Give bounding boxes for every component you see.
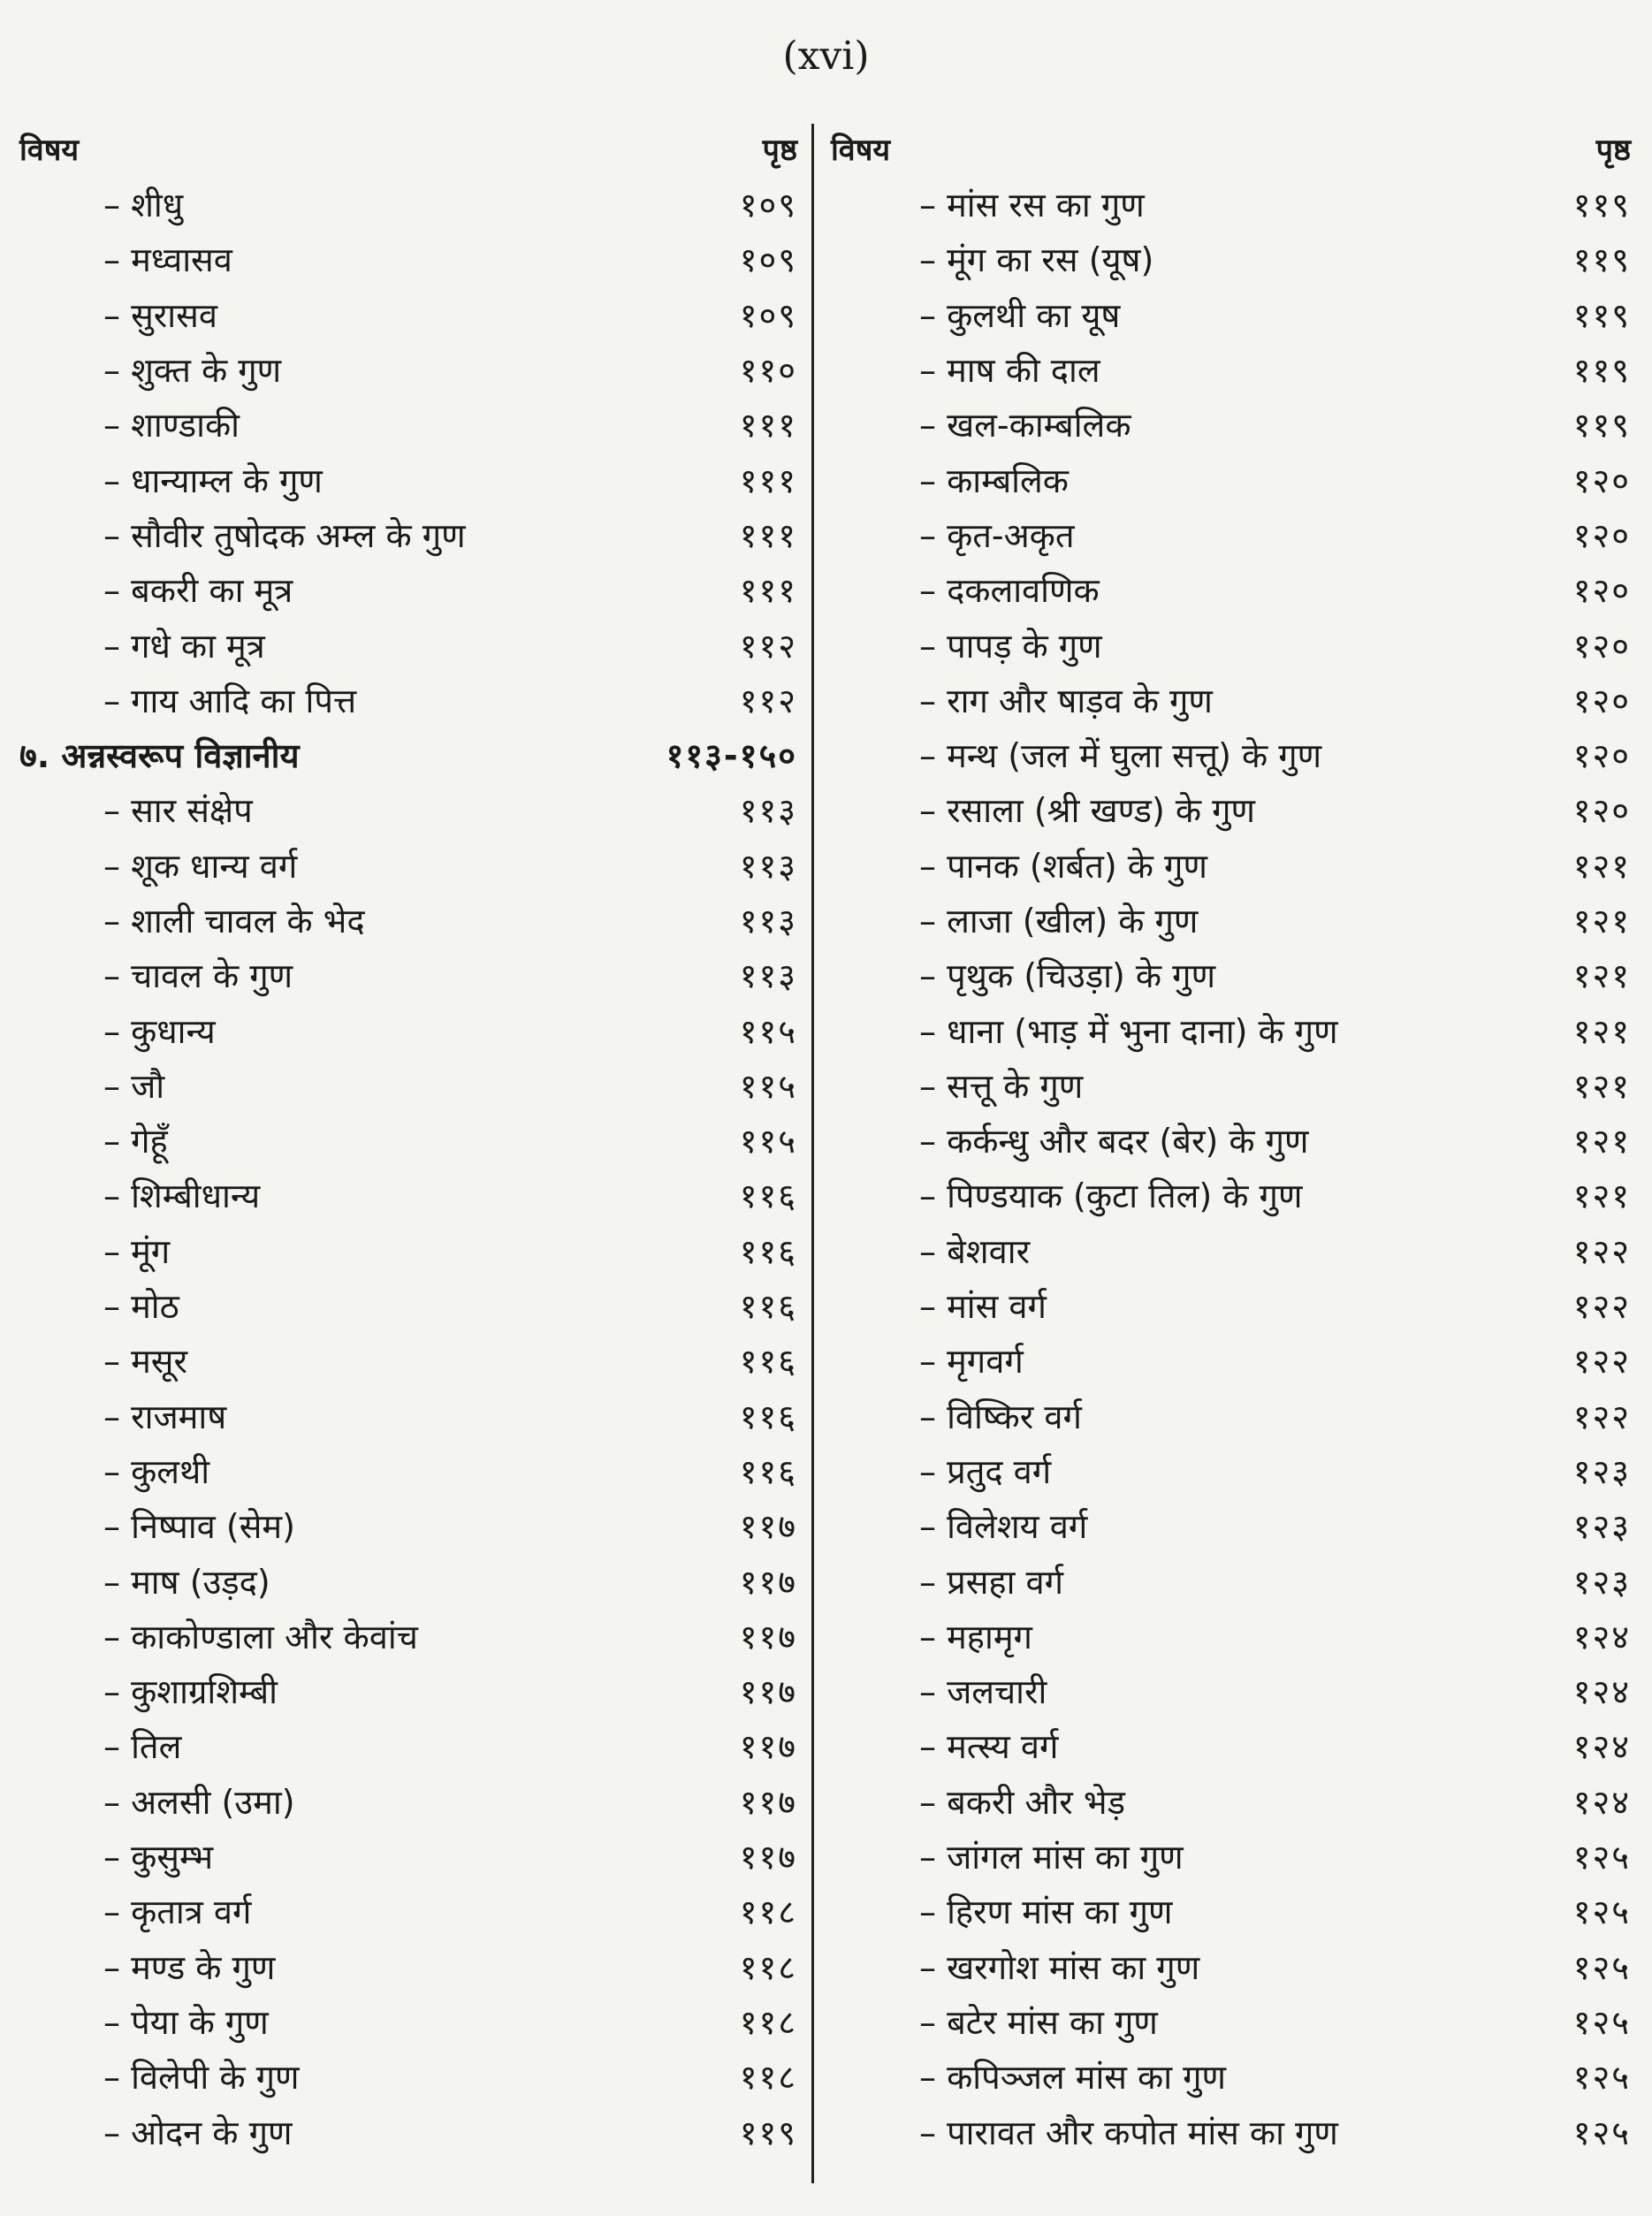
- entry-title: – कुशाग्रशिम्बी: [103, 1672, 278, 1712]
- entry-page-number: ११२: [739, 681, 797, 720]
- entry-title: – कृत-अकृत: [919, 515, 1075, 555]
- entry-page-number: १२५: [1572, 2058, 1631, 2098]
- entry-title: – मांस रस का गुण: [919, 186, 1145, 225]
- entry-title: – जौ: [103, 1066, 165, 1106]
- entry-page-number: १२०: [1572, 791, 1631, 831]
- entry-title: – कपिञ्जल मांस का गुण: [919, 2058, 1227, 2098]
- entry-page-number: ११६: [739, 1397, 797, 1436]
- entry-page-number: १२५: [1572, 1838, 1631, 1877]
- entry-page-number: १०९: [739, 240, 797, 280]
- entry-title: – निष्पाव (सेम): [103, 1507, 295, 1547]
- entry-page-number: ११८: [739, 2002, 797, 2042]
- toc-entry: [831, 893, 1631, 948]
- entry-page-number: ११२: [739, 626, 797, 666]
- toc-entry: [19, 617, 797, 672]
- toc-entry: [831, 1002, 1631, 1057]
- entry-page-number: १२५: [1572, 1892, 1631, 1932]
- entry-title: – धान्याम्ल के गुण: [103, 461, 323, 500]
- toc-entry: [831, 2104, 1631, 2159]
- toc-entry: [19, 1884, 797, 1938]
- entry-title: – कुलथी का यूष: [919, 295, 1121, 335]
- toc-entry: [831, 177, 1631, 232]
- toc-entry: [19, 562, 797, 617]
- toc-entry: [831, 838, 1631, 893]
- entry-title: – रसाला (श्री खण्ड) के गुण: [919, 791, 1255, 831]
- column-divider: [811, 124, 814, 2183]
- toc-entry: [831, 1443, 1631, 1498]
- toc-entry: [19, 838, 797, 893]
- entry-title: – पारावत और कपोत मांस का गुण: [919, 2113, 1338, 2152]
- entry-title: – विष्किर वर्ग: [919, 1397, 1082, 1436]
- entry-page-number: १२०: [1572, 736, 1631, 776]
- entry-title: – राग और षाड़व के गुण: [919, 681, 1213, 720]
- right-column: [831, 124, 1631, 2159]
- entry-page-number: १२१: [1572, 1177, 1631, 1216]
- entry-page-number: ११९: [1572, 240, 1631, 280]
- entry-title: – सार संक्षेप: [103, 791, 253, 831]
- entry-page-number: ११७: [739, 1617, 797, 1656]
- entry-page-number: १२०: [1572, 681, 1631, 720]
- entry-title: ७. अन्नस्वरूप विज्ञानीय: [19, 736, 300, 776]
- toc-entry: [831, 617, 1631, 672]
- toc-entry: [19, 1664, 797, 1718]
- page-heading: पृष्ठ: [1595, 133, 1631, 168]
- toc-entry: [19, 893, 797, 948]
- toc-entry: [831, 452, 1631, 506]
- entry-page-number: १२३: [1572, 1562, 1631, 1602]
- entry-title: – मसूर: [103, 1342, 188, 1382]
- entry-page-number: १२४: [1572, 1782, 1631, 1822]
- entry-title: – पानक (शर्बत) के गुण: [919, 846, 1207, 886]
- entry-title: – दकलावणिक: [919, 571, 1100, 611]
- toc-entry: [19, 342, 797, 397]
- entry-page-number: १२३: [1572, 1451, 1631, 1491]
- entry-page-number: १२४: [1572, 1672, 1631, 1712]
- entry-page-number: १२०: [1572, 461, 1631, 500]
- entry-page-number: १२१: [1572, 1011, 1631, 1051]
- toc-entry: [831, 782, 1631, 837]
- toc-entry: [19, 1002, 797, 1057]
- entry-page-number: १२०: [1572, 515, 1631, 555]
- right-column-header: [831, 124, 1631, 177]
- entry-title: – मन्थ (जल में घुला सत्तू) के गुण: [919, 736, 1322, 776]
- entry-title: – काकोण्डाला और केवांच: [103, 1617, 418, 1656]
- entry-title: – खरगोश मांस का गुण: [919, 1947, 1200, 1987]
- toc-entry: [19, 1774, 797, 1829]
- entry-page-number: ११९: [1572, 406, 1631, 445]
- toc-entry: [19, 782, 797, 837]
- toc-entry: [831, 1058, 1631, 1113]
- entry-title: – गाय आदि का पित्त: [103, 681, 357, 720]
- entry-title: – कर्कन्धु और बदर (बेर) के गुण: [919, 1122, 1309, 1161]
- toc-entry: [831, 507, 1631, 562]
- section-heading-row: [19, 727, 797, 782]
- entry-page-number: ११९: [1572, 186, 1631, 225]
- entry-title: – मृगवर्ग: [919, 1342, 1024, 1382]
- toc-entry: [831, 727, 1631, 782]
- toc-entry: [831, 1609, 1631, 1664]
- toc-entry: [19, 1333, 797, 1388]
- toc-entry: [19, 177, 797, 232]
- entry-page-number: ११३: [739, 902, 797, 940]
- entry-title: – शिम्बीधान्य: [103, 1177, 261, 1216]
- toc-entry: [831, 562, 1631, 617]
- left-entry-list: [19, 177, 797, 2159]
- entry-title: – राजमाष: [103, 1397, 227, 1436]
- topic-heading: विषय: [831, 133, 891, 168]
- toc-entry: [19, 1553, 797, 1608]
- toc-entry: [19, 232, 797, 286]
- toc-entry: [19, 2049, 797, 2104]
- toc-entry: [831, 1994, 1631, 2049]
- entry-page-number: ११६: [739, 1342, 797, 1382]
- entry-page-number: १२५: [1572, 2113, 1631, 2152]
- toc-entry: [19, 1113, 797, 1168]
- toc-entry: [19, 2104, 797, 2159]
- entry-title: – सौवीर तुषोदक अम्ल के गुण: [103, 515, 466, 555]
- toc-entry: [19, 1278, 797, 1333]
- right-entry-list: [831, 177, 1631, 2159]
- entry-page-number: ११५: [739, 1122, 797, 1161]
- entry-title: – कुधान्य: [103, 1011, 216, 1051]
- toc-entry: [831, 1498, 1631, 1553]
- entry-title: – मांस वर्ग: [919, 1287, 1047, 1327]
- entry-title: – शाण्डाकी: [103, 406, 240, 445]
- entry-title: – कुलथी: [103, 1451, 210, 1491]
- toc-entry: [831, 1664, 1631, 1718]
- toc-entry: [19, 673, 797, 727]
- entry-title: – पेया के गुण: [103, 2002, 269, 2042]
- entry-title: – काम्बलिक: [919, 461, 1069, 500]
- entry-title: – विलेशय वर्ग: [919, 1507, 1088, 1547]
- topic-heading: विषय: [19, 133, 80, 168]
- entry-title: – शाली चावल के भेद: [103, 902, 365, 940]
- toc-entry: [831, 1774, 1631, 1829]
- entry-page-number: ११७: [739, 1727, 797, 1767]
- entry-page-number: १०९: [739, 295, 797, 335]
- entry-page-number: ११०: [739, 351, 797, 391]
- entry-page-number: १२२: [1572, 1231, 1631, 1271]
- toc-entry: [831, 287, 1631, 342]
- entry-page-number: ११६: [739, 1231, 797, 1271]
- entry-page-number: १११: [739, 406, 797, 445]
- entry-title: – पिण्डयाक (कुटा तिल) के गुण: [919, 1177, 1303, 1216]
- toc-entry: [831, 673, 1631, 727]
- toc-entry: [19, 452, 797, 506]
- entry-page-number: ११३: [739, 791, 797, 831]
- entry-title: – सत्तू के गुण: [919, 1066, 1084, 1106]
- toc-entry: [831, 1829, 1631, 1884]
- entry-title: – कुसुम्भ: [103, 1838, 214, 1877]
- entry-title: – मूंग: [103, 1231, 171, 1271]
- entry-title: – गधे का मूत्र: [103, 626, 265, 666]
- toc-entry: [831, 948, 1631, 1002]
- toc-entry: [831, 1113, 1631, 1168]
- toc-entry: [19, 1058, 797, 1113]
- toc-entry: [831, 1333, 1631, 1388]
- entry-title: – चावल के गुण: [103, 956, 293, 996]
- entry-title: – लाजा (खील) के गुण: [919, 902, 1199, 940]
- entry-page-number: ११९: [1572, 351, 1631, 391]
- entry-page-number: १२४: [1572, 1727, 1631, 1767]
- entry-title: – ओदन के गुण: [103, 2113, 293, 2152]
- toc-entry: [19, 1718, 797, 1773]
- toc-entry: [19, 1443, 797, 1498]
- entry-title: – सुरासव: [103, 295, 217, 335]
- toc-entry: [831, 232, 1631, 286]
- entry-title: – प्रसहा वर्ग: [919, 1562, 1064, 1602]
- toc-entry: [19, 1498, 797, 1553]
- toc-entry: [19, 507, 797, 562]
- entry-page-number: ११६: [739, 1287, 797, 1327]
- entry-title: – मण्ड के गुण: [103, 1947, 276, 1987]
- entry-title: – जलचारी: [919, 1672, 1047, 1712]
- entry-title: – प्रतुद वर्ग: [919, 1451, 1052, 1491]
- entry-title: – बकरी का मूत्र: [103, 571, 293, 611]
- toc-entry: [831, 1278, 1631, 1333]
- toc-entry: [831, 342, 1631, 397]
- entry-page-number: १२१: [1572, 956, 1631, 996]
- toc-entry: [831, 1884, 1631, 1938]
- entry-title: – विलेपी के गुण: [103, 2058, 300, 2098]
- toc-entry: [831, 397, 1631, 452]
- entry-title: – तिल: [103, 1727, 182, 1767]
- entry-page-number: ११८: [739, 1947, 797, 1987]
- entry-title: – खल-काम्बलिक: [919, 406, 1131, 445]
- toc-entry: [19, 1609, 797, 1664]
- entry-page-number: ११७: [739, 1507, 797, 1547]
- entry-title: – गेहूँ: [103, 1122, 168, 1161]
- entry-title: – मत्स्य वर्ग: [919, 1727, 1059, 1767]
- entry-page-number: ११७: [739, 1782, 797, 1822]
- entry-page-number: १२१: [1572, 1122, 1631, 1161]
- entry-page-number: ११९: [739, 2113, 797, 2152]
- toc-entry: [831, 1553, 1631, 1608]
- entry-title: – बेशवार: [919, 1231, 1031, 1271]
- entry-page-number: ११६: [739, 1177, 797, 1216]
- entry-title: – पापड़ के गुण: [919, 626, 1102, 666]
- entry-page-number: १२३: [1572, 1507, 1631, 1547]
- toc-entry: [19, 1389, 797, 1443]
- toc-entry: [19, 1223, 797, 1278]
- entry-title: – शुक्त के गुण: [103, 351, 282, 391]
- entry-title: – बकरी और भेड़: [919, 1782, 1125, 1822]
- toc-entry: [19, 397, 797, 452]
- entry-page-number: १२०: [1572, 626, 1631, 666]
- entry-page-number: ११३: [739, 846, 797, 886]
- entry-title: – शूक धान्य वर्ग: [103, 846, 298, 886]
- entry-title: – अलसी (उमा): [103, 1782, 295, 1822]
- entry-title: – धाना (भाड़ में भुना दाना) के गुण: [919, 1011, 1338, 1051]
- toc-entry: [831, 1223, 1631, 1278]
- entry-title: – जांगल मांस का गुण: [919, 1838, 1184, 1877]
- entry-page-number: १११: [739, 571, 797, 611]
- toc-entry: [831, 1389, 1631, 1443]
- entry-title: – बटेर मांस का गुण: [919, 2002, 1158, 2042]
- entry-title: – कृतात्र वर्ग: [103, 1892, 252, 1932]
- toc-entry: [831, 1718, 1631, 1773]
- entry-page-number: १११: [739, 461, 797, 500]
- entry-page-number: ११७: [739, 1562, 797, 1602]
- entry-title: – मूंग का रस (यूष): [919, 240, 1154, 280]
- toc-entry: [19, 287, 797, 342]
- entry-page-number: १२२: [1572, 1397, 1631, 1436]
- page-number: (xvi): [782, 34, 870, 79]
- entry-page-number: ११६: [739, 1451, 797, 1491]
- toc-entry: [19, 1939, 797, 1994]
- entry-page-number: ११५: [739, 1066, 797, 1106]
- entry-page-number: १२१: [1572, 1066, 1631, 1106]
- toc-entry: [19, 1168, 797, 1222]
- entry-title: – पृथुक (चिउड़ा) के गुण: [919, 956, 1216, 996]
- toc-entry: [19, 1829, 797, 1884]
- entry-title: – माष की दाल: [919, 351, 1100, 391]
- entry-page-number: १०९: [739, 186, 797, 225]
- entry-page-number: ११३-१५०: [666, 736, 797, 776]
- entry-page-number: १११: [739, 515, 797, 555]
- entry-page-number: १२१: [1572, 902, 1631, 940]
- page-heading: पृष्ठ: [762, 133, 797, 168]
- toc-entry: [831, 2049, 1631, 2104]
- entry-title: – हिरण मांस का गुण: [919, 1892, 1173, 1932]
- entry-page-number: ११८: [739, 2058, 797, 2098]
- entry-page-number: ११९: [1572, 295, 1631, 335]
- entry-page-number: ११५: [739, 1011, 797, 1051]
- entry-title: – मोठ: [103, 1287, 179, 1327]
- entry-page-number: १२५: [1572, 1947, 1631, 1987]
- entry-title: – माष (उड़द): [103, 1562, 270, 1602]
- toc-entry: [831, 1168, 1631, 1222]
- entry-title: – शीधु: [103, 186, 184, 225]
- entry-page-number: १२२: [1572, 1342, 1631, 1382]
- toc-entry: [831, 1939, 1631, 1994]
- entry-page-number: १२१: [1572, 846, 1631, 886]
- left-column: [19, 124, 797, 2159]
- entry-title: – महामृग: [919, 1617, 1032, 1656]
- entry-page-number: ११७: [739, 1838, 797, 1877]
- entry-page-number: ११७: [739, 1672, 797, 1712]
- entry-title: – मध्वासव: [103, 240, 232, 280]
- entry-page-number: १२०: [1572, 571, 1631, 611]
- entry-page-number: १२५: [1572, 2002, 1631, 2042]
- entry-page-number: १२२: [1572, 1287, 1631, 1327]
- left-column-header: [19, 124, 797, 177]
- toc-entry: [19, 1994, 797, 2049]
- toc-entry: [19, 948, 797, 1002]
- entry-page-number: ११३: [739, 956, 797, 996]
- entry-page-number: १२४: [1572, 1617, 1631, 1656]
- entry-page-number: ११८: [739, 1892, 797, 1932]
